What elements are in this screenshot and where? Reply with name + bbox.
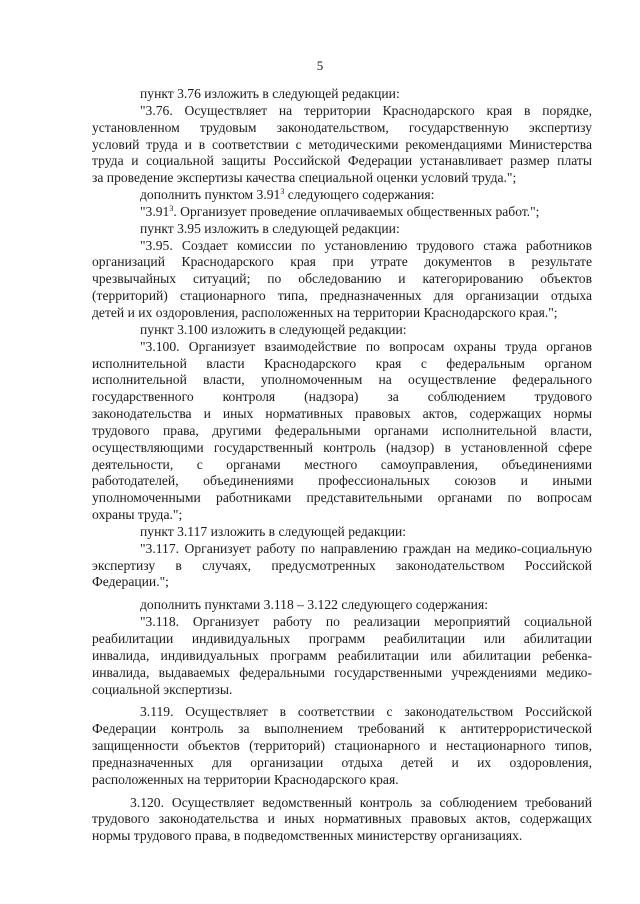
text-line-content: исполнительной власти, уполномоченным на осуществление федерального xyxy=(92,372,592,388)
text-line xyxy=(92,406,592,423)
text-line xyxy=(92,473,592,490)
text-line xyxy=(92,137,592,154)
text-line-content: пункт 3.117 изложить в следующей редакции: xyxy=(140,523,407,539)
text-line xyxy=(92,204,592,221)
text-line-content: (территорий) стационарного типа, предназначенных для организации отдыха xyxy=(92,288,592,304)
text-line xyxy=(92,305,592,322)
text-line-content: за проведение экспертизы качества специальной оценки условий труда."; xyxy=(92,170,517,186)
text-line xyxy=(92,153,592,170)
text-line xyxy=(92,574,592,591)
text-line xyxy=(92,721,592,738)
text-line xyxy=(92,795,592,812)
text-line xyxy=(92,339,592,356)
text-line-content: пункт 3.95 изложить в следующей редакции: xyxy=(140,220,400,236)
text-line xyxy=(92,120,592,137)
text-line-content: государственного контроля (надзора) за соблюдением трудового xyxy=(92,389,592,405)
text-line-content: дополнить пунктом 3.91 xyxy=(140,187,281,203)
text-line-content: условий труда и в соответствии с методическими рекомендациями Министерства xyxy=(92,136,592,152)
text-line-content: защищенности объектов (территорий) стационарного и нестационарного типов, xyxy=(92,738,592,754)
text-line xyxy=(92,423,592,440)
text-line-content: деятельности, с органами местного самоуправления, объединениями xyxy=(92,456,592,472)
text-line xyxy=(92,811,592,828)
text-line xyxy=(92,457,592,474)
text-line-content: трудового права, другими федеральными органами исполнительной власти, xyxy=(92,422,592,438)
text-line xyxy=(92,86,592,103)
text-line xyxy=(92,254,592,271)
text-line-content: инвалида, индивидуальных программ реабилитации или абилитации ребенка- xyxy=(92,647,592,663)
superscript: 3 xyxy=(169,203,174,213)
text-line-content: организаций Краснодарского края при утрате документов в результате xyxy=(92,254,592,270)
text-line-content: труда и социальной защиты Российской Федерации устанавливает размер платы xyxy=(92,153,592,169)
text-line xyxy=(92,772,592,789)
text-line-content: "3.118. Организует работу по реализации мероприятий социальной xyxy=(140,614,592,630)
text-line xyxy=(92,372,592,389)
text-line-content: осуществляющими государственный контроль (надзор) в установленной сфере xyxy=(92,439,592,455)
text-line-content: инвалида, выдаваемых федеральными государственными учреждениями медико- xyxy=(92,664,592,680)
text-line xyxy=(92,614,592,631)
text-line-content: работодателей, объединениями профессиональных союзов и иными xyxy=(92,473,592,489)
text-line-content: социальной экспертизы. xyxy=(92,681,233,697)
text-line xyxy=(92,322,592,339)
text-line-continuation: следующего содержания: xyxy=(284,187,435,203)
text-line xyxy=(92,631,592,648)
text-line xyxy=(92,221,592,238)
text-line-content: "3.95. Создает комиссии по установлению трудового стажа работников xyxy=(140,237,592,253)
text-line-content: уполномоченными работниками представительными органами по вопросам xyxy=(92,490,592,506)
text-line xyxy=(92,738,592,755)
text-line xyxy=(92,507,592,524)
text-line-content: предназначенных для организации отдыха детей и их оздоровления, xyxy=(92,754,592,770)
text-line-content: дополнить пунктами 3.118 – 3.122 следующего содержания: xyxy=(140,597,488,613)
text-line xyxy=(92,389,592,406)
text-line-content: детей и их оздоровления, расположенных на территории Краснодарского края."; xyxy=(92,304,558,320)
document-body xyxy=(92,86,592,845)
text-line-content: Федерации."; xyxy=(92,574,169,590)
text-line-content: расположенных на территории Краснодарского края. xyxy=(92,771,399,787)
text-line xyxy=(92,103,592,120)
text-line-content: нормы трудового права, в подведомственных министерству организациях. xyxy=(92,828,523,844)
text-line-content: охраны труда."; xyxy=(92,507,183,523)
text-line xyxy=(92,682,592,699)
superscript: 3 xyxy=(280,187,285,197)
text-line-content: Федерации контроль за выполнением требований к антитеррористической xyxy=(92,721,592,737)
text-line-content: 3.120. Осуществляет ведомственный контроль за соблюдением требований xyxy=(130,794,592,810)
text-line-content: пункт 3.76 изложить в следующей редакции: xyxy=(140,86,400,101)
text-line xyxy=(92,665,592,682)
text-line xyxy=(92,170,592,187)
text-line-content: реабилитации индивидуальных программ реабилитации или абилитации xyxy=(92,631,592,646)
text-line xyxy=(92,187,592,204)
text-line-content: исполнительной власти Краснодарского края с федеральным органом xyxy=(92,355,592,371)
text-line-content: чрезвычайных ситуаций; по обследованию и категорированию объектов xyxy=(92,271,592,287)
text-line-content: "3.117. Организует работу по направлению граждан на медико-социальную xyxy=(140,540,592,556)
text-line xyxy=(92,541,592,558)
text-line xyxy=(92,271,592,288)
text-line xyxy=(92,828,592,845)
text-line xyxy=(92,597,592,614)
text-line-content: "3.76. Осуществляет на территории Краснодарского края в порядке, xyxy=(140,102,592,118)
text-line xyxy=(92,288,592,305)
text-line-content: установленном трудовым законодательством, государственную экспертизу xyxy=(92,119,592,135)
text-line-continuation: . Организует проведение оплачиваемых общественных работ."; xyxy=(173,203,540,219)
text-line xyxy=(92,440,592,457)
text-line-content: законодательства и иных нормативных правовых актов, содержащих нормы xyxy=(92,406,592,422)
text-line xyxy=(92,524,592,541)
page-number: 5 xyxy=(316,58,324,73)
text-line xyxy=(92,755,592,772)
text-line-content: пункт 3.100 изложить в следующей редакции: xyxy=(140,321,407,337)
text-line-content: "3.91 xyxy=(140,203,170,219)
text-line xyxy=(92,490,592,507)
text-line xyxy=(92,238,592,255)
text-line xyxy=(92,356,592,373)
text-line xyxy=(92,558,592,575)
text-line-content: 3.119. Осуществляет в соответствии с законодательством Российской xyxy=(140,704,592,720)
text-line-content: трудового законодательства и иных нормативных правовых актов, содержащих xyxy=(92,811,592,827)
text-line xyxy=(92,648,592,665)
text-line-content: "3.100. Организует взаимодействие по вопросам охраны труда органов xyxy=(140,338,592,354)
text-line-content: экспертизу в случаях, предусмотренных законодательством Российской xyxy=(92,557,592,573)
text-line xyxy=(92,704,592,721)
